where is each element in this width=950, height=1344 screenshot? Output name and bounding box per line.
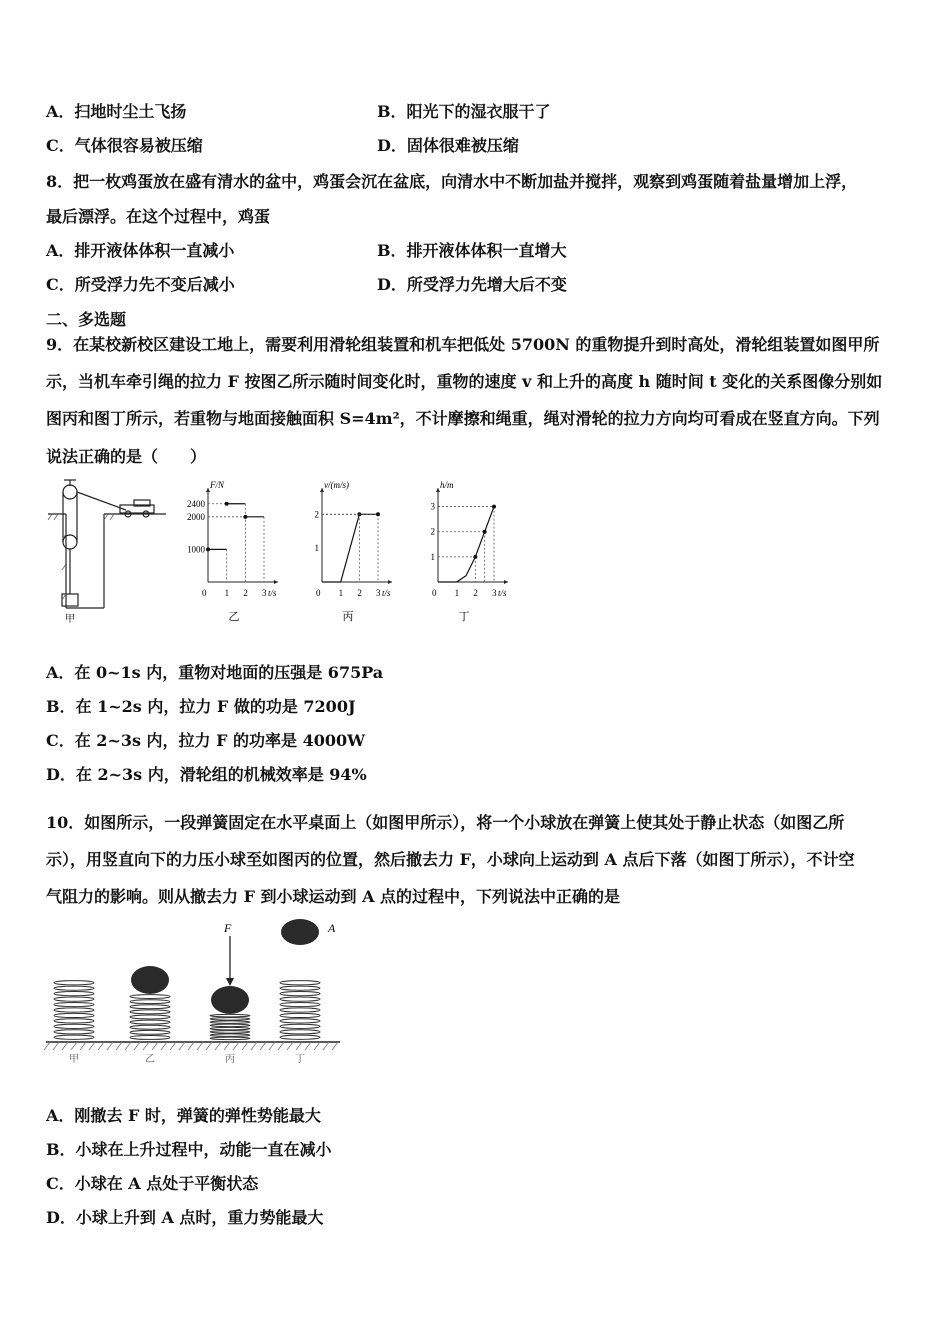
spring-coil [210,1021,250,1024]
q9-option-d: D．在 2~3s 内，滑轮组的机械效率是 94% [46,765,367,784]
q8-stem-line1: 8．把一枚鸡蛋放在盛有清水的盆中，鸡蛋会沉在盆底，向清水中不断加盐并搅拌，观察到鸡蛋随着盐量增加上浮， [46,172,858,191]
point-a-label: A [328,921,336,935]
q9-stem-line2: 示，当机车牵引绳的拉力 F 按图乙所示随时间变化时，重物的速度 v 和上升的高度 h 随时间 t 变化的关系图像分别如 [46,372,883,391]
x-tick-label: 1 [454,588,460,598]
surface-hatch [80,1042,86,1050]
spring-coil [54,1024,94,1028]
spring-coil [280,1002,320,1006]
q7-option-a: A．扫地时尘土飞扬 [46,102,187,121]
fig-yi-label: 乙 [145,1054,155,1065]
spring-coil [54,981,94,985]
surface-hatch [215,1042,221,1050]
y-tick-label: 1 [314,543,319,554]
data-point [492,505,496,509]
spring-coil [210,1034,250,1037]
surface-hatch [305,1042,311,1050]
y-axis-label: h/m [440,480,454,490]
x-arrow-icon [388,580,392,584]
data-line [438,507,494,582]
fig-bing-label: 丙 [342,611,354,623]
spring-coil [54,992,94,996]
spring-coil [210,1027,250,1030]
surface-hatch [143,1042,149,1050]
fig-ding-label: 丁 [295,1054,305,1065]
fig-ding-label: 丁 [458,611,470,623]
x-tick-label: 1 [338,588,344,598]
x-tick-label: 2 [243,588,248,598]
spring-coil [54,997,94,1001]
x-axis-label: t/s [498,588,507,598]
spring-coil [54,1013,94,1017]
q9-stem-line4: 说法正确的是（ ） [46,447,207,466]
spring-coil [280,1035,320,1039]
spring-coil [130,1030,170,1034]
q9-option-a: A．在 0~1s 内，重物对地面的压强是 675Pa [46,663,384,682]
spring-coil [210,1037,250,1040]
surface-hatch [62,1042,68,1050]
x-axis-label: t/s [268,588,277,598]
q10-stem-line2: 示），用竖直向下的力压小球至如图丙的位置，然后撤去力 F，小球向上运动到 A 点后下落（如图丁所示），不计空 [46,850,855,869]
y-tick-label: 1 [430,551,435,562]
surface-hatch [89,1042,95,1050]
x-tick-label: 0 [432,588,437,598]
fig-jia-label: 甲 [69,1054,79,1065]
spring-coil [130,1000,170,1004]
x-tick-label: 3 [492,588,497,598]
q10-option-a: A．刚撤去 F 时，弹簧的弹性势能最大 [46,1106,321,1125]
y-tick-label: 3 [430,501,435,512]
surface-hatch [278,1042,284,1050]
surface-hatch [53,1042,59,1050]
spring-coil [54,1019,94,1023]
surface-hatch [107,1042,113,1050]
spring-ball-figure [44,914,344,1066]
y-axis-label: F/N [210,480,225,490]
spring-coil [280,1024,320,1028]
x-tick-label: 1 [224,588,230,598]
q8-option-c: C．所受浮力先不变后减小 [46,275,235,294]
spring-coil [280,992,320,996]
surface-hatch [323,1042,329,1050]
spring-coil [280,1008,320,1012]
y-tick-label: 2400 [187,498,205,509]
spring-coil [130,1020,170,1024]
x-arrow-icon [274,580,278,584]
surface-hatch [260,1042,266,1050]
q9-stem-line1: 9．在某校新校区建设工地上，需要利用滑轮组装置和机车把低处 5700N 的重物提升到时高处，滑轮组装置如图甲所 [46,335,880,354]
spring-coil [280,1030,320,1034]
y-tick-label: 2000 [187,511,205,522]
velocity-time-chart [300,480,410,623]
data-point [206,547,210,551]
surface-hatch [224,1042,230,1050]
spring-coil [210,1031,250,1034]
x-axis-label: t/s [382,588,391,598]
q8-option-d: D．所受浮力先增大后不变 [377,275,567,294]
surface-hatch [206,1042,212,1050]
surface-hatch [233,1042,239,1050]
spring-coil [280,1013,320,1017]
data-point [376,512,380,516]
spring-coil [54,986,94,990]
q7-option-b: B．阳光下的湿衣服干了 [377,102,551,121]
surface-hatch [71,1042,77,1050]
ball-a [281,919,319,945]
surface-hatch [134,1042,140,1050]
spring-coil [130,995,170,999]
surface-hatch [116,1042,122,1050]
x-tick-label: 0 [202,588,207,598]
pulley-system-figure [44,474,169,624]
spring-coil [210,1014,250,1017]
surface-hatch [188,1042,194,1050]
surface-hatch [44,1042,50,1050]
spring-coil [210,1024,250,1027]
surface-hatch [314,1042,320,1050]
q8-stem-line2: 最后漂浮。在这个过程中，鸡蛋 [46,207,271,226]
q8-option-a: A．排开液体体积一直减小 [46,241,235,260]
surface-hatch [98,1042,104,1050]
x-tick-label: 2 [473,588,478,598]
ball-bing [211,986,249,1014]
arrow-head-icon [226,978,234,986]
spring-coil [54,1035,94,1039]
q10-stem-line1: 10．如图所示，一段弹簧固定在水平桌面上（如图甲所示），将一个小球放在弹簧上使其处于静止状态（如图乙所 [46,813,845,832]
fig-jia-label: 甲 [65,614,75,625]
surface-hatch [269,1042,275,1050]
surface-hatch [161,1042,167,1050]
surface-hatch [251,1042,257,1050]
spring-coil [130,1025,170,1029]
q9-option-b: B．在 1~2s 内，拉力 F 做的功是 7200J [46,697,356,716]
surface-hatch [179,1042,185,1050]
surface-hatch [152,1042,158,1050]
ball-yi [131,966,169,994]
spring-coil [210,1018,250,1021]
surface-hatch [242,1042,248,1050]
spring-coil [130,1015,170,1019]
data-point [473,555,477,559]
surface-hatch [125,1042,131,1050]
fig-yi-label: 乙 [228,611,240,623]
x-tick-label: 2 [357,588,362,598]
surface-hatch [287,1042,293,1050]
spring-coil [130,1010,170,1014]
y-tick-label: 2 [430,526,435,537]
spring-coil [280,997,320,1001]
q7-option-c: C．气体很容易被压缩 [46,136,203,155]
q7-option-d: D．固体很难被压缩 [377,136,519,155]
x-tick-label: 3 [376,588,381,598]
y-axis-label: v/(m/s) [324,480,349,490]
q9-stem-line3: 图丙和图丁所示，若重物与地面接触面积 S=4m²，不计摩擦和绳重，绳对滑轮的拉力方向均可看成在竖直方向。下列 [46,409,880,428]
section-heading-multi-choice: 二、多选题 [46,310,127,329]
spring-coil [54,1002,94,1006]
fig-bing-label: 丙 [225,1054,235,1065]
data-point [483,530,487,534]
data-point [243,515,247,519]
spring-coil [280,986,320,990]
x-tick-label: 0 [316,588,321,598]
surface-hatch [170,1042,176,1050]
surface-hatch [296,1042,302,1050]
q9-option-c: C．在 2~3s 内，拉力 F 的功率是 4000W [46,731,366,750]
q10-option-b: B．小球在上升过程中，动能一直在减小 [46,1140,332,1159]
surface-hatch [197,1042,203,1050]
x-tick-label: 3 [262,588,267,598]
data-point [225,502,229,506]
q8-option-b: B．排开液体体积一直增大 [377,241,567,260]
force-time-chart [176,480,286,623]
spring-coil [130,1005,170,1009]
spring-coil [280,981,320,985]
q10-option-c: C．小球在 A 点处于平衡状态 [46,1174,259,1193]
y-tick-label: 1000 [187,544,205,555]
spring-coil [54,1030,94,1034]
q10-stem-line3: 气阻力的影响。则从撤去力 F 到小球运动到 A 点的过程中，下列说法中正确的是 [46,887,621,906]
height-time-chart [416,480,526,623]
y-tick-label: 2 [314,509,319,520]
spring-coil [280,1019,320,1023]
data-line [322,514,378,582]
spring-coil [54,1008,94,1012]
force-label: F [224,921,232,935]
x-arrow-icon [504,580,508,584]
spring-coil [130,1035,170,1039]
surface-hatch [332,1042,338,1050]
q10-option-d: D．小球上升到 A 点时，重力势能最大 [46,1208,324,1227]
